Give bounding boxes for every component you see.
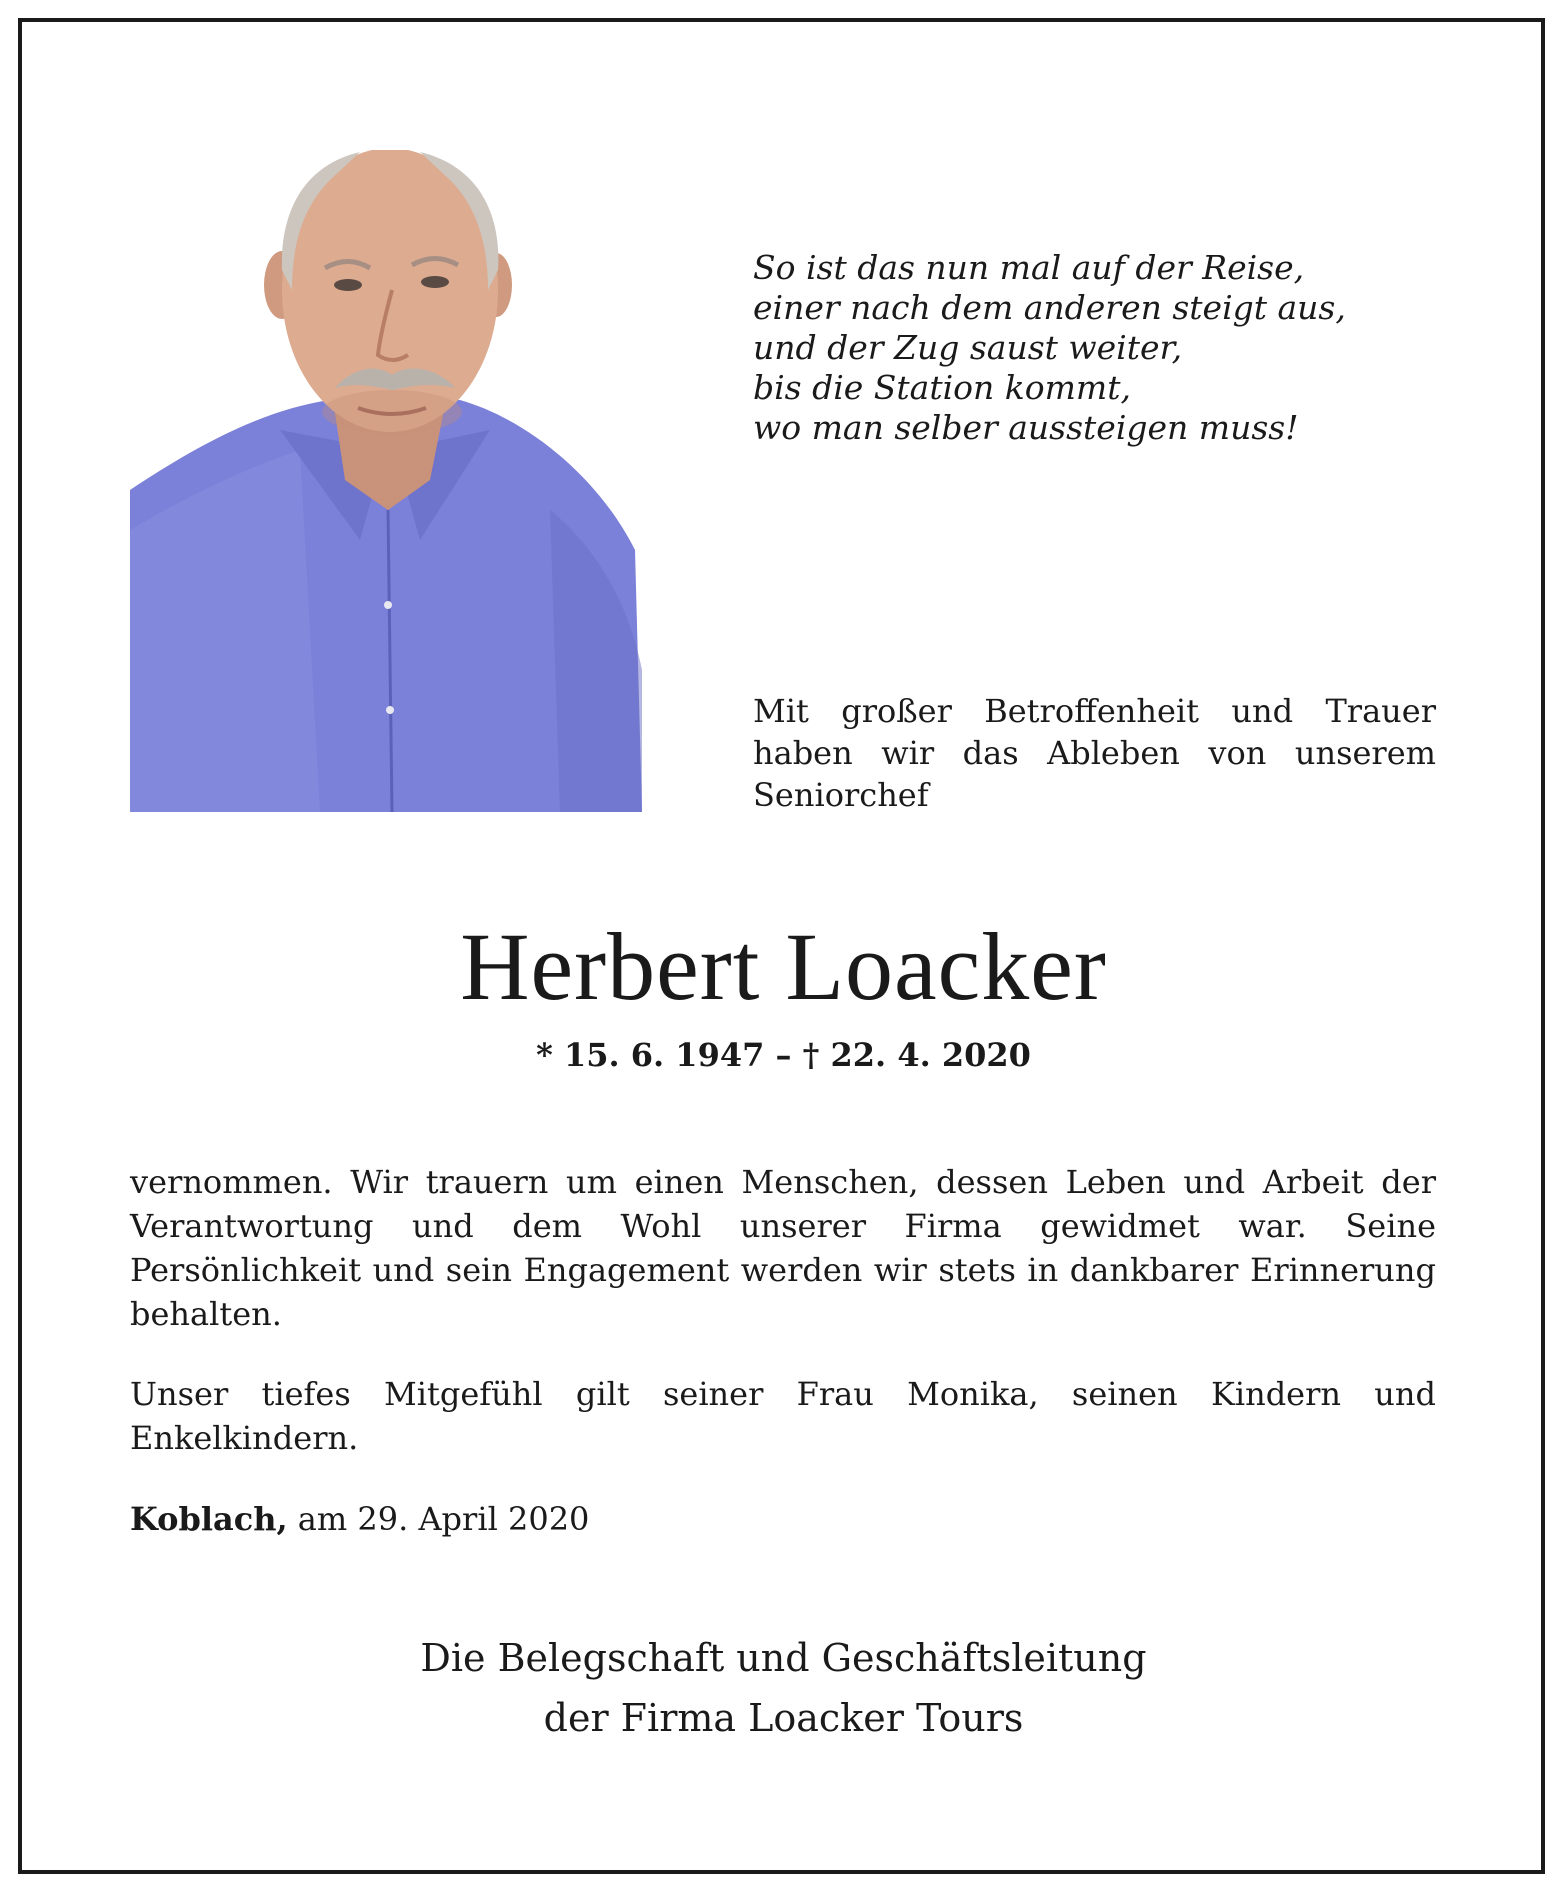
life-dates: * 15. 6. 1947 – † 22. 4. 2020 [536, 1036, 1031, 1074]
intro-text: Mit großer Betroffenheit und Trauer haben wir das Ableben von unserem Seniorchef [753, 692, 1436, 814]
poem-line: wo man selber aussteigen muss! [753, 408, 1299, 447]
place-name: Koblach, [130, 1500, 288, 1538]
poem-line: und der Zug saust weiter, [753, 328, 1183, 367]
condolence-paragraph: Unser tiefes Mitgefühl gilt seiner Frau Monika, seinen Kindern und Enkelkindern. [130, 1375, 1436, 1457]
poem-line: bis die Station kommt, [753, 368, 1131, 407]
poem-line: einer nach dem anderen steigt aus, [753, 288, 1346, 327]
poem [753, 248, 1453, 448]
body-paragraph: vernommen. Wir trauern um einen Menschen, dessen Leben und Arbeit der Verantwortung und dem Wohl unserer Firma gewidmet war. Seine Persönlichkeit und sein Engagement werden wir stets in dankbarer Erinnerung behalten. [130, 1163, 1436, 1333]
poem-line: So ist das nun mal auf der Reise, [753, 248, 1305, 287]
date-text: am 29. April 2020 [287, 1500, 590, 1538]
signature [0, 1628, 1567, 1748]
place-date [130, 1497, 589, 1541]
portrait-illustration [130, 150, 642, 812]
deceased-name: Herbert Loacker [460, 913, 1107, 1020]
signature-line: der Firma Loacker Tours [543, 1696, 1024, 1740]
signature-line: Die Belegschaft und Geschäftsleitung [420, 1636, 1147, 1680]
portrait-photo [130, 150, 642, 812]
